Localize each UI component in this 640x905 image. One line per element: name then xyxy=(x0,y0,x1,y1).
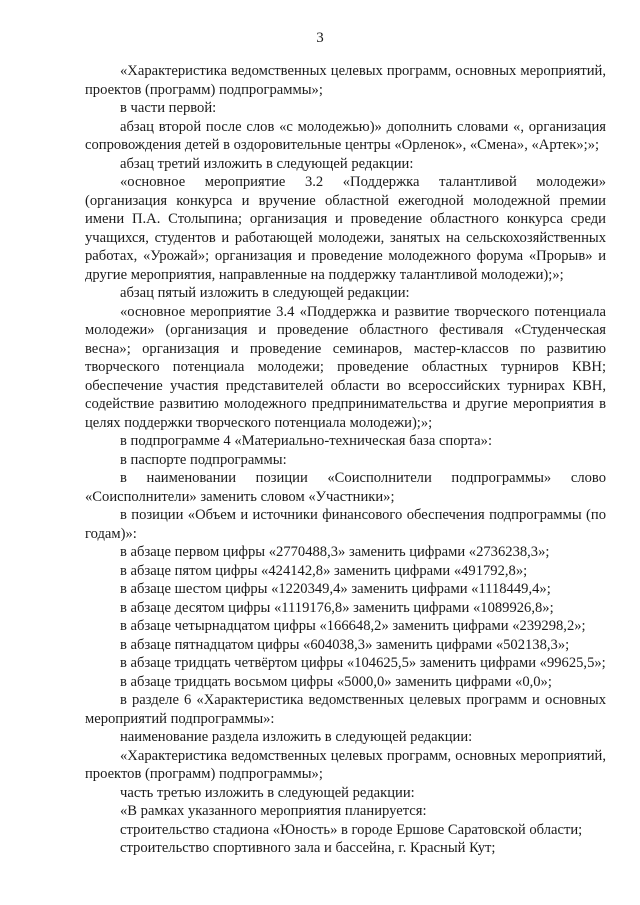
paragraph: «основное мероприятие 3.4 «Поддержка и развитие творческого потенциала молодежи» (организация и проведение областного фестиваля «Студенческая весна»; организация и проведение семинаров, мастер-классов по развитию творческого потенциала молодежи; проведение областных турниров КВН; обеспечение участия представителей области во всероссийских турнирах КВН, содействие развитию молодежного предпринимательства и другие мероприятия в целях поддержки творческого потенциала молодежи);»; xyxy=(85,303,606,431)
paragraph: в позиции «Объем и источники финансового обеспечения подпрограммы (по годам)»: xyxy=(85,507,606,542)
paragraph: часть третью изложить в следующей редакции: xyxy=(120,784,415,801)
paragraph: в абзаце первом цифры «2770488,3» заменить цифрами «2736238,3»; xyxy=(120,544,550,560)
paragraph: абзац второй после слов «с молодежью)» дополнить словами «, организация сопровождения детей в оздоровительные центры «Орленок», «Смена», «Артек»;»; xyxy=(85,118,606,153)
paragraph: строительство спортивного зала и бассейна, г. Красный Кут; xyxy=(120,840,496,856)
paragraph: в абзаце тридцать четвёртом цифры «104625,5» заменить цифрами «99625,5»; xyxy=(120,655,606,671)
document-body xyxy=(85,62,606,858)
paragraph: в абзаце пятнадцатом цифры «604038,3» заменить цифрами «502138,3»; xyxy=(120,636,570,653)
paragraph: наименование раздела изложить в следующей редакции: xyxy=(120,729,473,745)
paragraph: «В рамках указанного мероприятия планируется: xyxy=(120,803,427,819)
paragraph: «Характеристика ведомственных целевых программ, основных мероприятий, проектов (программ) подпрограммы»; xyxy=(85,63,606,98)
paragraph: абзац пятый изложить в следующей редакции: xyxy=(120,285,410,301)
paragraph: в паспорте подпрограммы: xyxy=(120,451,287,468)
paragraph: в абзаце тридцать восьмом цифры «5000,0» заменить цифрами «0,0»; xyxy=(120,673,552,690)
paragraph: абзац третий изложить в следующей редакции: xyxy=(120,155,414,172)
page-number: 3 xyxy=(316,30,324,46)
paragraph: в абзаце четырнадцатом цифры «166648,2» заменить цифрами «239298,2»; xyxy=(120,618,586,634)
paragraph: в абзаце шестом цифры «1220349,4» заменить цифрами «1118449,4»; xyxy=(120,581,551,597)
paragraph: «основное мероприятие 3.2 «Поддержка талантливой молодежи» (организация конкурса и вручение областной ежегодной молодежной премии имени П.А. Столыпина; организация и проведение областного конкурса среди учащихся, студентов и работающей молодежи, занятых на сельскохозяйственных работах, «Урожай»; организация и проведение молодежного форума «Прорыв» и другие мероприятия, направленные на поддержку талантливой молодежи);»; xyxy=(85,174,606,283)
paragraph: в разделе 6 «Характеристика ведомственных целевых программ и основных мероприятий подпрограммы»: xyxy=(85,692,606,727)
paragraph: в абзаце десятом цифры «1119176,8» заменить цифрами «1089926,8»; xyxy=(120,599,554,616)
paragraph: в части первой: xyxy=(120,100,217,116)
paragraph: строительство стадиона «Юность» в городе Ершове Саратовской области; xyxy=(120,821,583,838)
paragraph: в наименовании позиции «Соисполнители подпрограммы» слово «Соисполнители» заменить словом «Участники»; xyxy=(85,470,606,505)
paragraph: в подпрограмме 4 «Материально-техническая база спорта»: xyxy=(120,433,493,449)
paragraph: «Характеристика ведомственных целевых программ, основных мероприятий, проектов (программ) подпрограммы»; xyxy=(85,747,606,782)
paragraph: в абзаце пятом цифры «424142,8» заменить цифрами «491792,8»; xyxy=(120,562,528,579)
